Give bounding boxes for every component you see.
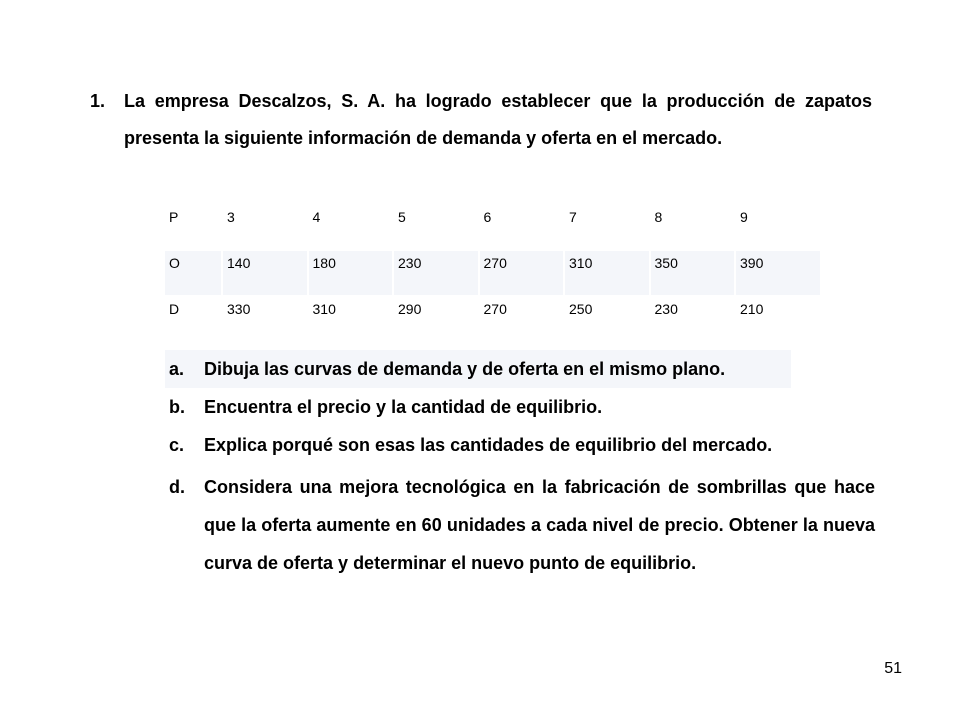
question-d [165, 468, 875, 582]
table-cell: 180 [308, 250, 394, 296]
table-cell: 210 [735, 296, 821, 342]
table-cell: 230 [393, 250, 479, 296]
supply-demand-table [165, 205, 822, 343]
table-cell: 350 [650, 250, 736, 296]
table-cell: 230 [650, 296, 736, 342]
question-c [165, 426, 875, 464]
table-cell: 7 [564, 205, 650, 250]
table-cell: 310 [308, 296, 394, 342]
table-cell: 4 [308, 205, 394, 250]
table-row-price [165, 205, 821, 250]
table-cell: 5 [393, 205, 479, 250]
table-cell: 310 [564, 250, 650, 296]
problem-number: 1. [90, 91, 106, 111]
table-row-demand [165, 296, 821, 342]
table-cell: 290 [393, 296, 479, 342]
question-a [165, 350, 791, 388]
question-letter: a. [169, 359, 185, 379]
problem-text: La empresa Descalzos, S. A. ha logrado establecer que la producción de zapatos presenta la siguiente información de demanda y oferta en el mercado. [124, 91, 872, 148]
question-b [165, 388, 875, 426]
table-cell: 270 [479, 296, 565, 342]
problem-statement [90, 83, 872, 157]
table-cell: 9 [735, 205, 821, 250]
table-cell: 140 [222, 250, 308, 296]
table-cell: 270 [479, 250, 565, 296]
question-list [165, 350, 875, 582]
table-cell: 250 [564, 296, 650, 342]
question-letter: b. [169, 397, 185, 417]
table-cell: 6 [479, 205, 565, 250]
table-cell: 390 [735, 250, 821, 296]
table-cell: 330 [222, 296, 308, 342]
question-text: Explica porqué son esas las cantidades de equilibrio del mercado. [204, 435, 773, 455]
question-text: Dibuja las curvas de demanda y de oferta en el mismo plano. [204, 359, 726, 379]
table-row-supply [165, 250, 821, 296]
table-cell: 8 [650, 205, 736, 250]
table-cell: D [165, 296, 222, 342]
question-letter: c. [169, 435, 185, 455]
page-number: 51 [884, 660, 902, 677]
table-cell: 3 [222, 205, 308, 250]
table-cell: O [165, 250, 222, 296]
question-text: Considera una mejora tecnológica en la fabricación de sombrillas que hace que la oferta aumente en 60 unidades a cada nivel de precio. Obtener la nueva curva de oferta y determinar el nuevo punto de equilibrio. [204, 477, 875, 573]
question-letter: d. [169, 477, 185, 497]
question-text: Encuentra el precio y la cantidad de equilibrio. [204, 397, 603, 417]
table-cell: P [165, 205, 222, 250]
